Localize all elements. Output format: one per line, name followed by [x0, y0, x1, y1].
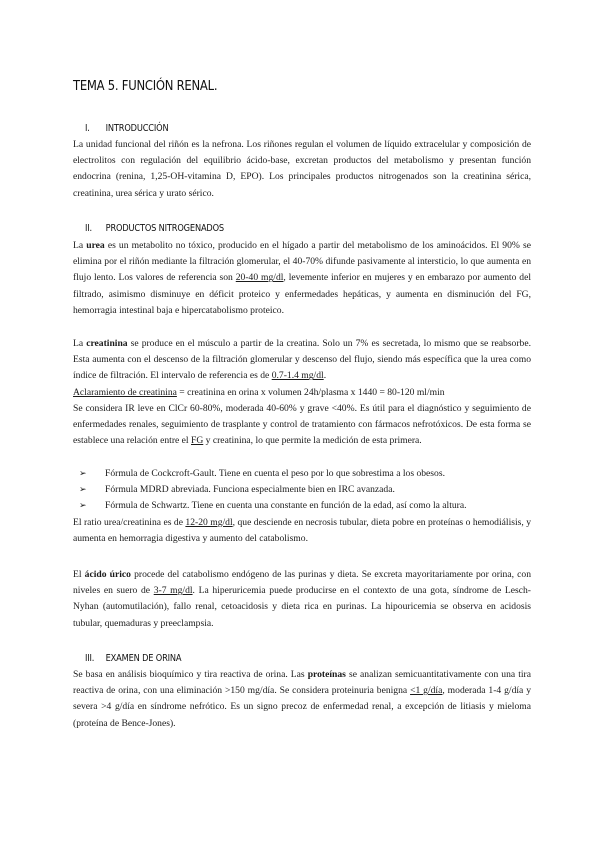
arrow-bullet-icon: ➢: [79, 501, 87, 511]
aclaramiento-formula: = creatinina en orina x volumen 24h/plasma x 1440 = 80-120 ml/min: [176, 386, 445, 398]
section-number: I.: [85, 123, 90, 134]
ir-text-2: y creatinina, lo que permite la medición de esta primera.: [203, 435, 422, 447]
urea-text-2: es un metabolito no tóxico, producido en el hígado a partir del metabolismo de los aminoácidos. El 90% se elimina por el riñón mediante la filtración glomerular, el 40-70% difunde pasivamente al intersticio, lo que aumenta en flujo lento. Los valores de referencia son: [73, 240, 531, 284]
bullet-item-cockcroft: [79, 466, 531, 482]
urea-paragraph: [73, 238, 531, 319]
uric-reference-value: 3-7 mg/dl: [153, 585, 193, 597]
section-heading-examen-orina: [85, 651, 181, 667]
bullet-text: Fórmula de Cockcroft-Gault. Tiene en cuenta el peso por lo que sobrestima a los obesos.: [105, 468, 445, 479]
bullet-text: Fórmula MDRD abreviada. Funciona especialmente bien en IRC avanzada.: [105, 484, 395, 495]
creatinina-reference-value: 0.7-1.4 mg/dl: [271, 370, 324, 382]
creat-text-2: se produce en el músculo a partir de la creatina. Solo un 7% es secretada, lo mismo que se reabsorbe. Esta aumenta con el descenso de la filtración glomerular y descenso del flujo, siendo más específica que la urea como índice de filtración. El intervalo de referencia es de: [73, 338, 531, 382]
intro-paragraph: [73, 137, 531, 202]
creat-text-3: .: [323, 370, 327, 382]
section-number: II.: [85, 223, 92, 234]
creat-text-1: La: [73, 338, 87, 349]
bullet-text: Fórmula de Schwartz. Tiene en cuenta una constante en función de la edad, así como la altura.: [105, 500, 467, 511]
proteinas-term: proteínas: [307, 669, 346, 680]
acido-urico-term: ácido úrico: [84, 569, 131, 580]
creatinina-term: creatinina: [86, 338, 128, 349]
intro-text: La unidad funcional del riñón es la nefrona. Los riñones regulan el volumen de líquido extracelular y composición de electrolitos con regulación del equilibrio ácido-base, excretan productos del metabolismo y presentan función endocrina (renina, 1,25-OH-vitamina D, EPO). Los principales productos nitrogenados son la creatinina sérica, creatinina, urea sérica y urato sérico.: [73, 139, 531, 199]
urea-text-3: , levemente inferior en mujeres y en embarazo por aumento del filtrado, asimismo disminuye en déficit proteico y enfermedades hepáticas, y aumenta en disminución del FG, hemorragia intestinal baja e hipercatabolismo proteico.: [73, 272, 531, 316]
aclaramiento-label: Aclaramiento de creatinina: [73, 386, 177, 398]
uric-text-2: procede del catabolismo endógeno de las purinas y dieta. Se excreta mayoritariamente por orina, con niveles en suero de: [73, 569, 531, 597]
acido-urico-paragraph: [73, 567, 531, 632]
arrow-bullet-icon: ➢: [79, 485, 87, 495]
ratio-text-2: , que desciende en necrosis tubular, dieta pobre en proteínas o hemodiálisis, y aumenta en hemorragia digestiva y aumento del catabolismo.: [73, 517, 532, 545]
section-number: III.: [85, 653, 95, 664]
creatinina-paragraph: [73, 336, 531, 449]
urea-term: urea: [86, 240, 105, 251]
section-title: PRODUCTOS NITROGENADOS: [105, 223, 224, 234]
orina-text-1: Se basa en análisis bioquímico y tira reactiva de orina. Las: [73, 669, 308, 680]
urea-text-1: La: [73, 240, 87, 251]
arrow-bullet-icon: ➢: [79, 469, 87, 479]
ratio-paragraph: [73, 515, 531, 547]
uric-text-1: El: [73, 569, 85, 580]
urea-reference-value: 20-40 mg/dl: [235, 272, 284, 284]
page-title: TEMA 5. FUNCIÓN RENAL.: [73, 78, 218, 94]
ir-text-1: Se considera IR leve en ClCr 60-80%, moderada 40-60% y grave <40%. Es útil para el diagnóstico y seguimiento de enfermedades renales, seguimiento de trasplante y control de tratamiento con fármacos nefrotóxicos. De esta forma se establece una relación entre el: [73, 402, 531, 447]
orina-text-2: se analizan semicuantitativamente con una tira reactiva de orina, con una eliminación >150 mg/día. Se considera proteinuria benigna: [73, 669, 531, 697]
orina-text-3: , moderada 1-4 g/día y severa >4 g/día en síndrome nefrótico. Es un signo precoz de enfermedad renal, a excepción de litiasis y mieloma (proteína de Bence-Jones).: [73, 685, 531, 729]
ratio-reference-value: 12-20 mg/dl: [185, 517, 233, 528]
section-heading-introduccion: [85, 121, 168, 137]
orina-paragraph: [73, 667, 531, 732]
proteinuria-reference-value: <1 g/día: [410, 685, 443, 697]
section-title: EXAMEN DE ORINA: [105, 653, 182, 664]
section-heading-productos-nitrogenados: [85, 221, 224, 237]
bullet-item-mdrd: [79, 482, 531, 498]
ratio-text-1: El ratio urea/creatinina es de: [73, 517, 186, 528]
uric-text-3: . La hiperuricemia puede producirse en el contexto de una gota, síndrome de Lesch-Nyhan (automutilación), fallo renal, cetoacidosis y dieta rica en purinas. La hipouricemia se observa en acidosis tubular, quemaduras y preeclampsia.: [73, 585, 531, 629]
section-title: INTRODUCCIÓN: [105, 123, 169, 134]
bullet-item-schwartz: [79, 498, 531, 514]
fg-term: FG: [191, 435, 204, 447]
